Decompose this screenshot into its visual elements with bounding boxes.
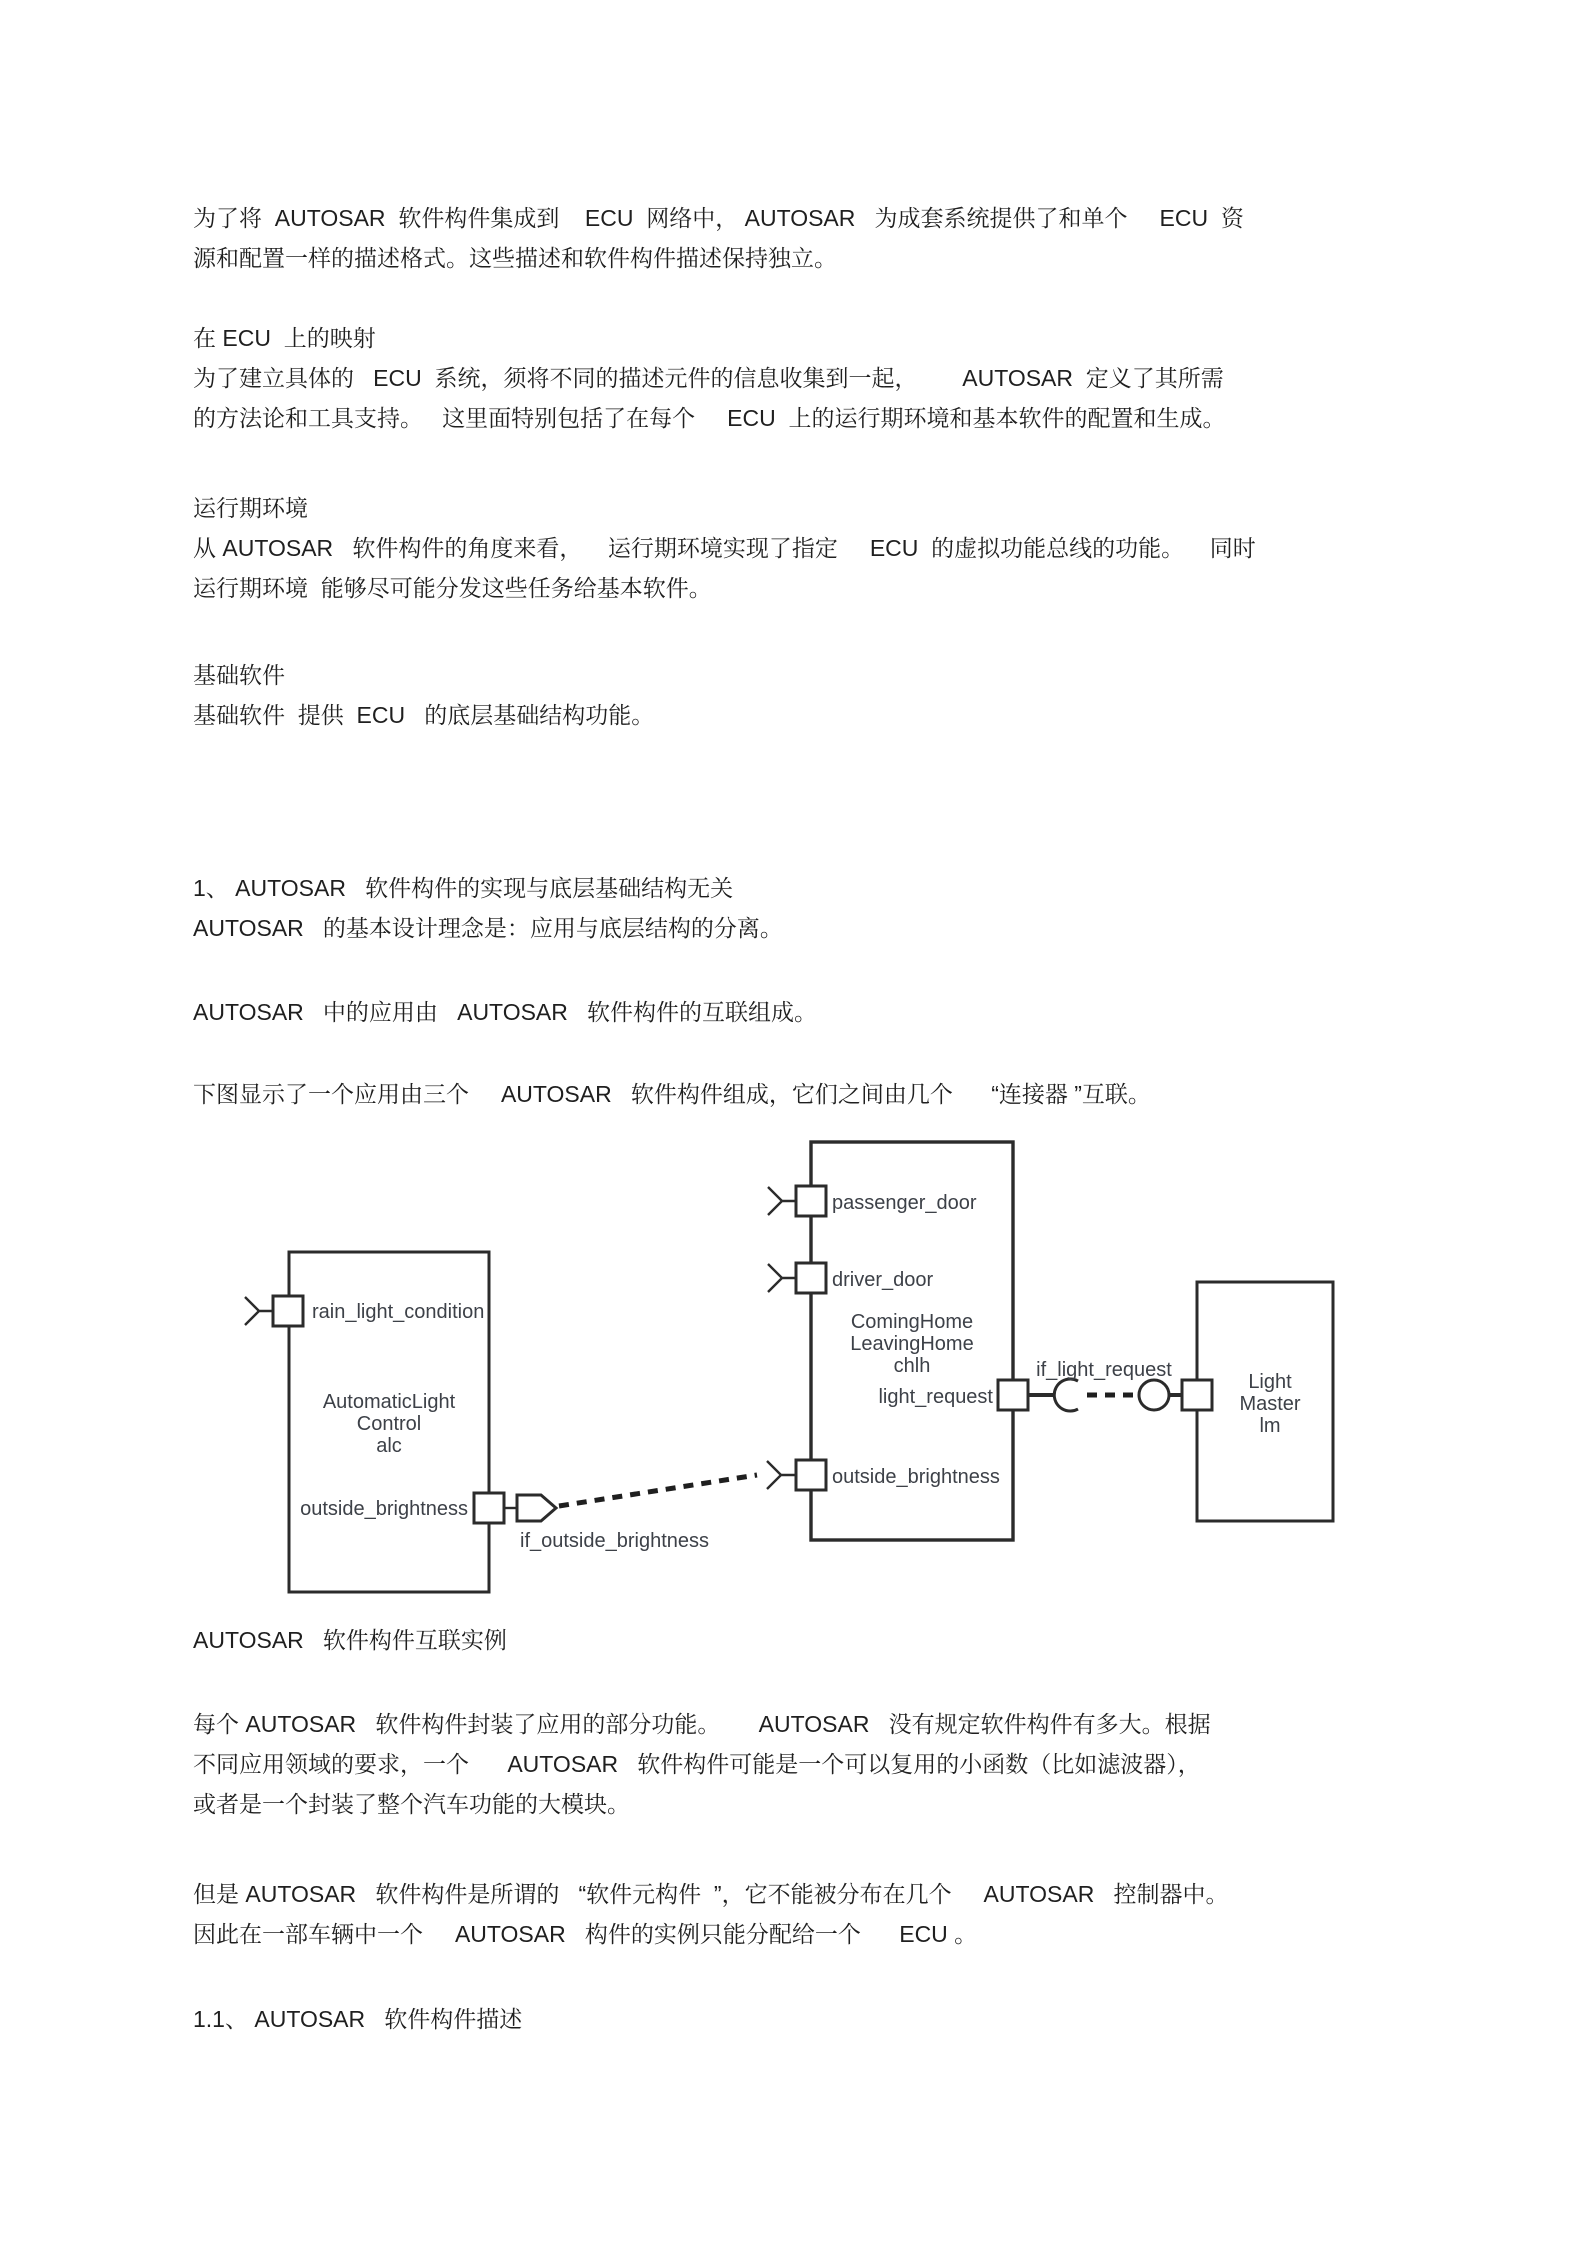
component-title-alc-line3: alc — [376, 1435, 402, 1457]
text-line: 1.1、 AUTOSAR 软件构件描述 — [193, 2006, 523, 2032]
port-label-light-request: light_request — [878, 1386, 993, 1408]
component-title-alc-line1: AutomaticLight — [322, 1391, 456, 1413]
text-line: 基础软件 — [193, 662, 285, 688]
text-line: 的方法论和工具支持。 这里面特别包括了在每个 ECU 上的运行期环境和基本软件的配置和生成。 — [193, 405, 1226, 431]
require-port-icon — [767, 1461, 796, 1489]
component-title-chlh-line2: LeavingHome — [850, 1333, 974, 1355]
component-title-lm-line3: lm — [1259, 1415, 1281, 1437]
component-title-chlh-line1: ComingHome — [850, 1311, 974, 1333]
connector-label-if-outside-brightness: if_outside_brightness — [520, 1530, 710, 1552]
port-square-driver-door — [796, 1263, 826, 1293]
port-square-passenger-door — [796, 1186, 826, 1216]
text-line: 为了将 AUTOSAR 软件构件集成到 ECU 网络中， AUTOSAR 为成套系统提供了和单个 ECU 资 — [193, 205, 1244, 231]
port-label-passenger-door: passenger_door — [832, 1192, 977, 1214]
text-line: 运行期环境 — [193, 495, 308, 521]
connector-dashed-outside-brightness — [559, 1475, 757, 1506]
text-line: 不同应用领域的要求，一个 AUTOSAR 软件构件可能是一个可以复用的小函数（比如滤波器）， — [193, 1751, 1201, 1777]
component-title-alc-line2: Control — [356, 1413, 422, 1435]
text-line: 下图显示了一个应用由三个 AUTOSAR 软件构件组成，它们之间由几个 “连接器 ”互联。 — [193, 1081, 1151, 1107]
text-line: 从 AUTOSAR 软件构件的角度来看， 运行期环境实现了指定 ECU 的虚拟功能总线的功能。 同时 — [193, 535, 1256, 561]
paragraph-atomic-component — [193, 1874, 1228, 1954]
diagram-svg — [0, 1120, 1593, 1640]
port-label-driver-door: driver_door — [832, 1269, 934, 1291]
paragraph-section-1 — [193, 868, 783, 948]
port-square-chlh-outside-brightness — [796, 1460, 826, 1490]
text-line: 因此在一部车辆中一个 AUTOSAR 构件的实例只能分配给一个 ECU 。 — [193, 1921, 978, 1947]
paragraph-component-size — [193, 1704, 1211, 1824]
require-port-icon — [245, 1297, 273, 1325]
require-port-icon — [768, 1264, 796, 1292]
component-title-lm-line2: Master — [1239, 1393, 1301, 1415]
text-line: 每个 AUTOSAR 软件构件封装了应用的部分功能。 AUTOSAR 没有规定软件构件有多大。根据 — [193, 1711, 1211, 1737]
connector-label-if-light-request: if_light_request — [1036, 1359, 1172, 1381]
text-line: 1、 AUTOSAR 软件构件的实现与底层基础结构无关 — [193, 875, 734, 901]
text-line: 但是 AUTOSAR 软件构件是所谓的 “软件元构件 ”，它不能被分布在几个 AUTOSAR 控制器中。 — [193, 1881, 1229, 1907]
port-square-lm-light-request — [1182, 1380, 1212, 1410]
text-line: 基础软件 提供 ECU 的底层基础结构功能。 — [193, 702, 655, 728]
component-title-lm-line1: Light — [1248, 1371, 1292, 1393]
text-line: 运行期环境 能够尽可能分发这些任务给基本软件。 — [193, 575, 712, 601]
text-line: 源和配置一样的描述格式。这些描述和软件构件描述保持独立。 — [193, 245, 837, 271]
paragraph-runtime-env — [193, 488, 1256, 608]
figure-caption: AUTOSAR 软件构件互联实例 — [193, 1627, 507, 1653]
port-square-alc-outside-brightness — [474, 1493, 504, 1523]
paragraph-figure-intro — [193, 1074, 1151, 1114]
autosar-component-diagram — [0, 1120, 1593, 1640]
socket-arc-icon — [1054, 1379, 1078, 1411]
port-label-chlh-outside-brightness: outside_brightness — [832, 1466, 1000, 1488]
text-line: 或者是一个封装了整个汽车功能的大模块。 — [193, 1791, 630, 1817]
port-square-light-request — [998, 1380, 1028, 1410]
paragraph-application — [193, 992, 817, 1032]
text-line: 在 ECU 上的映射 — [193, 325, 376, 351]
provide-port-pentagon-icon — [517, 1495, 556, 1521]
text-line: AUTOSAR 的基本设计理念是：应用与底层结构的分离。 — [193, 915, 783, 941]
text-line: AUTOSAR 中的应用由 AUTOSAR 软件构件的互联组成。 — [193, 999, 818, 1025]
require-port-icon — [768, 1187, 796, 1215]
text-line: 为了建立具体的 ECU 系统，须将不同的描述元件的信息收集到一起， AUTOSAR 定义了其所需 — [193, 365, 1224, 391]
paragraph-ecu-mapping — [193, 318, 1225, 438]
paragraph-section-1-1 — [193, 1999, 522, 2039]
paragraph-basic-software — [193, 655, 654, 735]
port-square-rain-light-condition — [273, 1296, 303, 1326]
port-label-alc-outside-brightness: outside_brightness — [300, 1498, 468, 1520]
component-title-chlh-line3: chlh — [893, 1355, 931, 1377]
paragraph-intro — [193, 198, 1244, 278]
port-label-rain-light-condition: rain_light_condition — [312, 1301, 485, 1323]
ball-interface-icon — [1139, 1380, 1169, 1410]
